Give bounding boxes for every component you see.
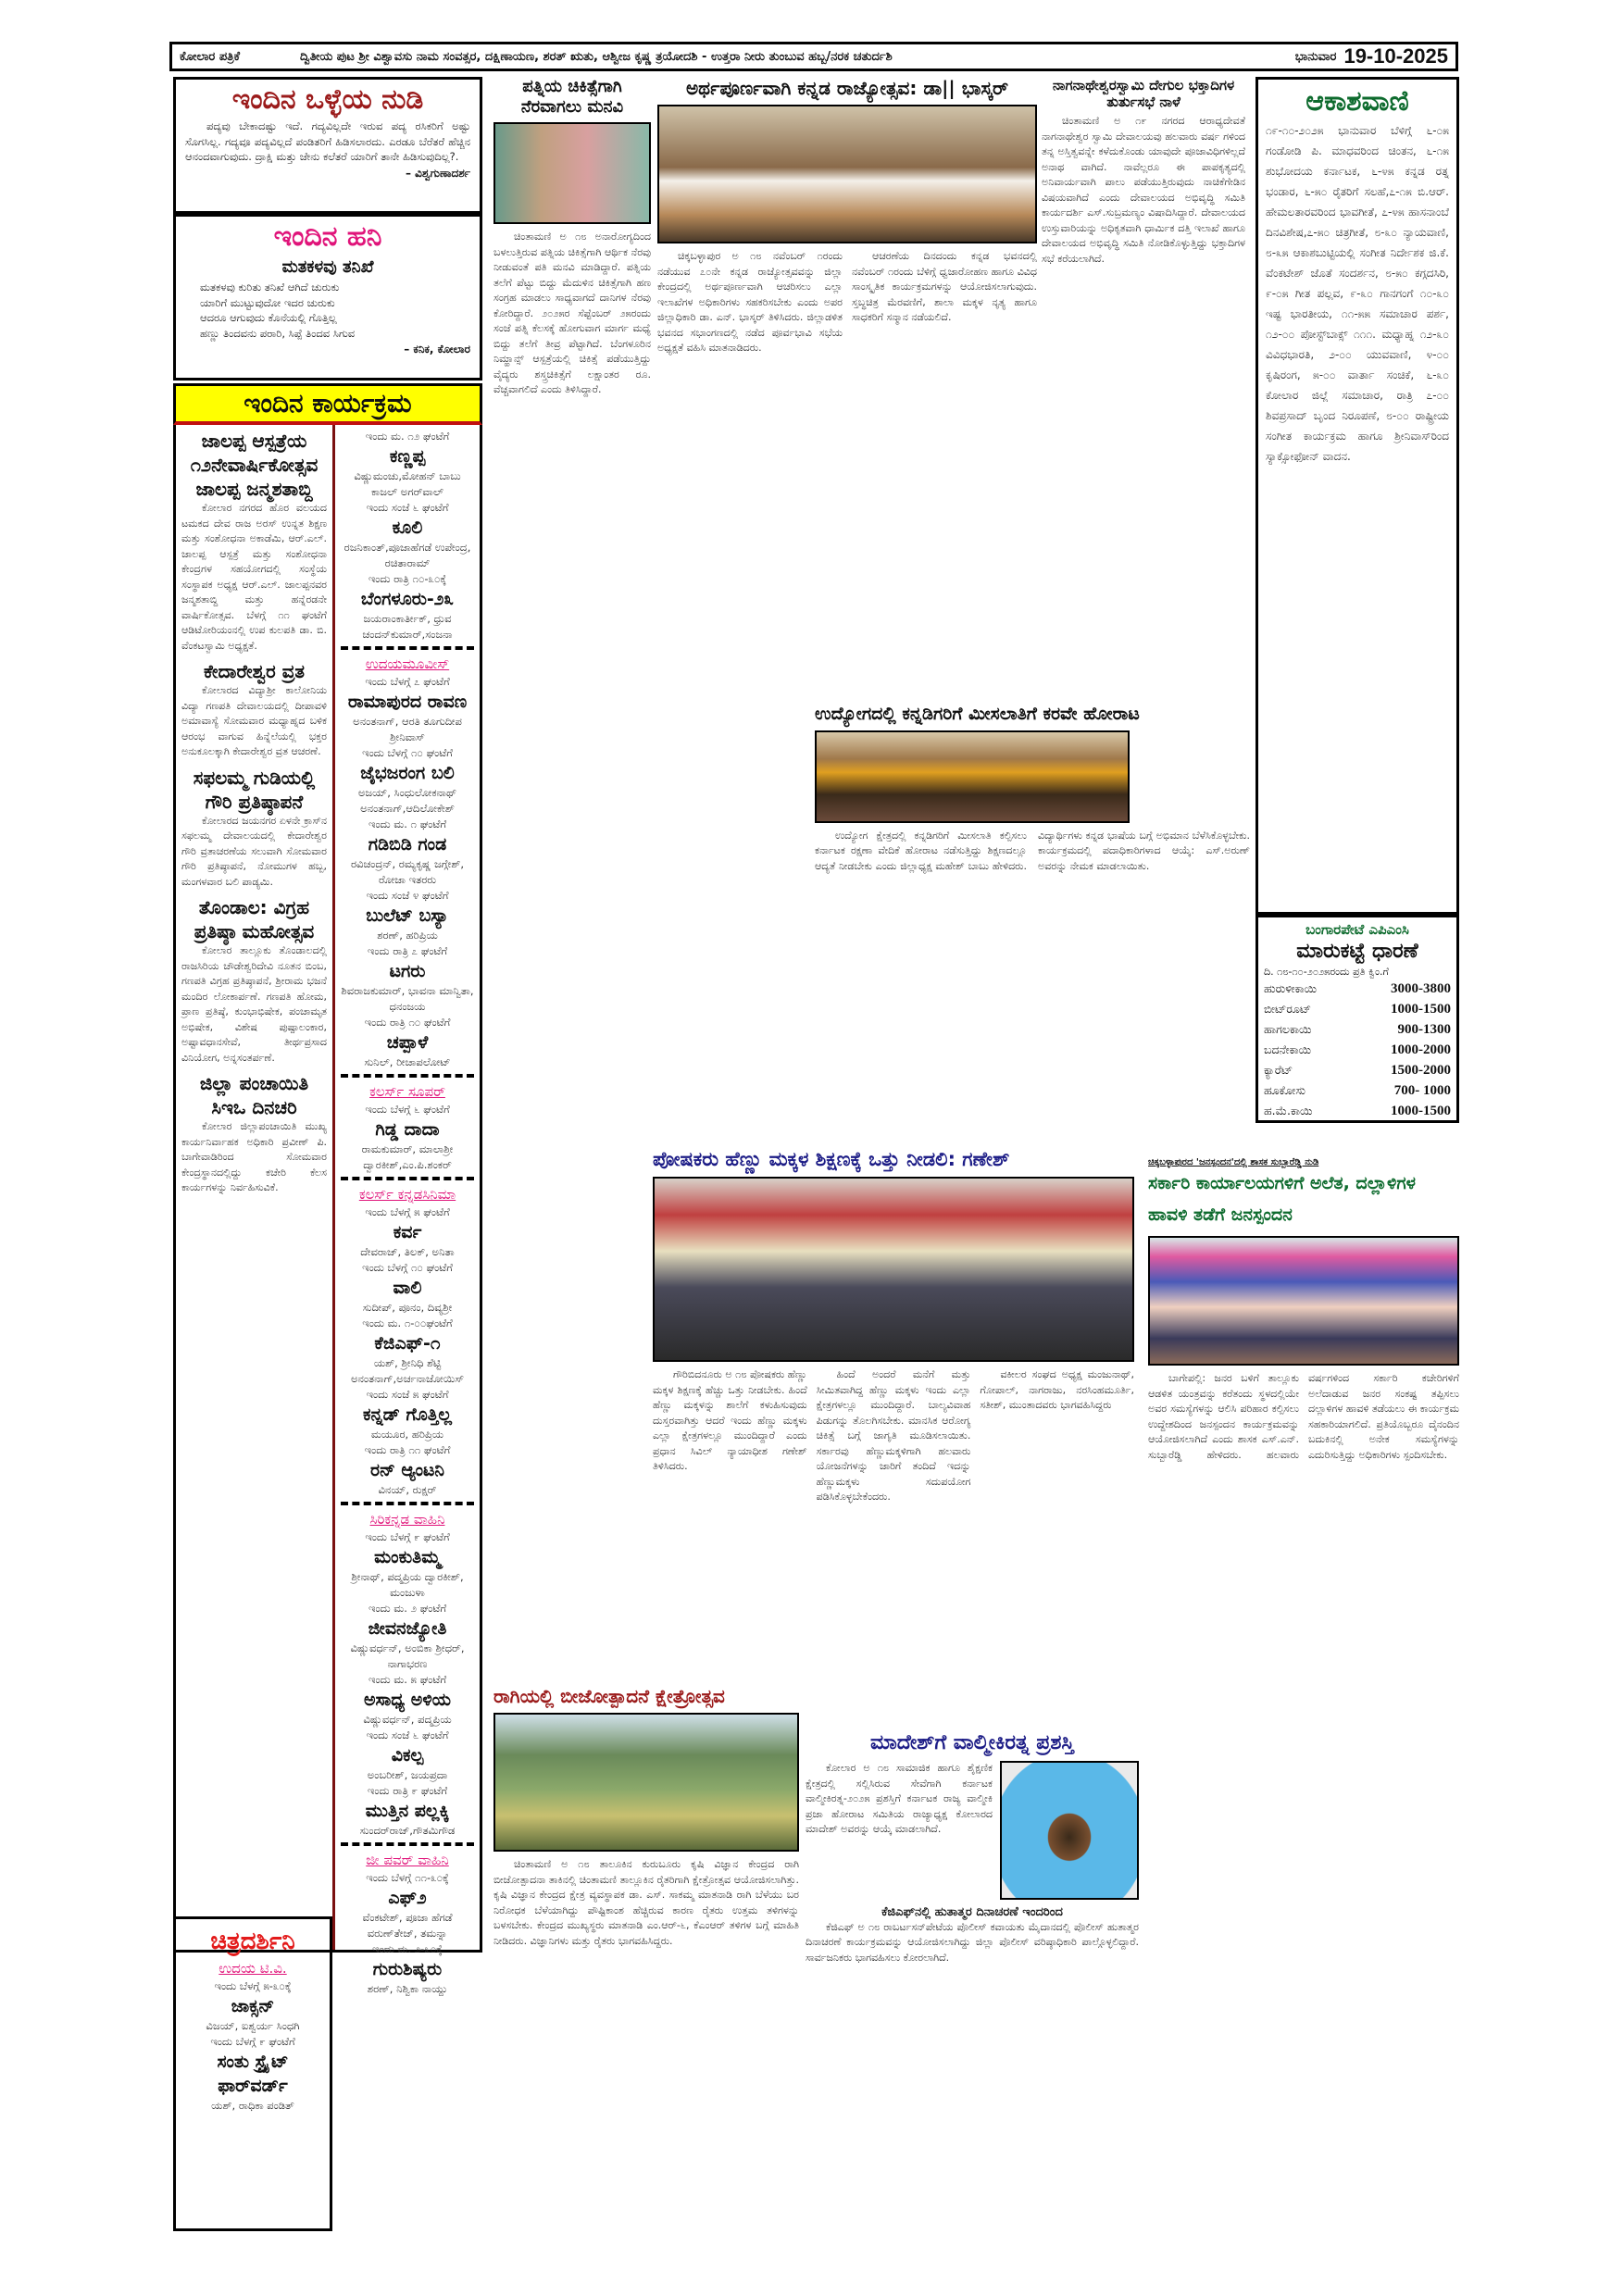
paper-name: ಕೋಲಾರ ಪತ್ರಿಕೆ [180, 49, 240, 64]
tv-time: ಇಂದು ಸಂಜೆ ೪ ಘಂಟೆಗೆ [366, 889, 449, 902]
field-photo [493, 1713, 799, 1852]
article-raagi [493, 1685, 799, 1949]
tv-cast: ಸುಂದರ್‌ರಾಜ್,ಗೌತಮಿಗೌಡ [359, 1824, 456, 1837]
tv-cast: ಯಶ್, ರಾಧಿಕಾ ಪಂಡಿತ್ [211, 2099, 294, 2112]
tv-film: ಬುಲೆಟ್ ಬಸ್ಯಾ [366, 905, 449, 926]
tv-channel: ಕಲರ್ಸ್ ಸೂಪರ್ [369, 1083, 445, 1100]
market-row [1264, 1080, 1451, 1101]
commodity-price: 1500-2000 [1391, 1063, 1451, 1078]
commodity-price: 700- 1000 [1393, 1083, 1451, 1098]
poem-line: ಹಣ್ಣು ತಿಂದವನು ಪರಾರಿ, ಸಿಪ್ಪೆ ತಿಂದವ ಸಿಗುವ [200, 326, 356, 340]
chitradarshini-box [173, 1916, 332, 2231]
tv-cast: ಶಿವರಾಜಕುಮಾರ್, ಭಾವನಾ ಮಾನ್ವಿತಾ, ಧನಂಜಯ [341, 984, 474, 1013]
event-title: ತೊಂಡಾಲ: ವಿಗ್ರಹ ಪ್ರತಿಷ್ಠಾ ಮಹೋತ್ಸವ [194, 896, 315, 942]
divider [341, 1502, 474, 1505]
commodity-price: 1000-2000 [1391, 1042, 1451, 1057]
article-wife-treatment [493, 77, 651, 398]
tv-film: ಕೂಲಿ [392, 518, 423, 538]
sub-headline: ಕೆಜಿಎಫ್‌ನಲ್ಲಿ ಹುತಾತ್ಮರ ದಿನಾಚರಣೆ ಇಂದರಿಂದ [881, 1905, 1063, 1920]
tv-time: ಇಂದು ರಾತ್ರಿ ೧೧ ಘಂಟೆಗೆ [364, 1443, 451, 1456]
tv-time: ಇಂದು ಬೆಳಗ್ಗೆ ೧೦ ಘಂಟೆಗೆ [362, 1261, 453, 1274]
article-headline: ಪತ್ನಿಯ ಚಿಕಿತ್ಸೆಗಾಗಿ ನೆರವಾಗಲು ಮನವಿ [520, 77, 624, 117]
stage-photo [653, 1177, 1134, 1362]
event-title: ಜಿಲ್ಲಾ ಪಂಚಾಯಿತಿ ಸಿಇಒ ದಿನಚರಿ [199, 1072, 309, 1118]
poem-title: ಇಂದಿನ ಹನಿ [273, 220, 382, 253]
akashavani-title: ಆಕಾಶವಾಣಿ [1305, 85, 1409, 118]
tv-cast: ವಿನಯ್, ರುಕ್ಷರ್ [378, 1483, 437, 1496]
market-row [1264, 999, 1451, 1019]
event-title: ಜಾಲಪ್ಪ ಆಸ್ಪತ್ರೆಯ ೧೨ನೇವಾರ್ಷಿಕೋತ್ಸವ ಜಾಲಪ್ಪ ಜನ್ಮಶತಾಬ್ದಿ [190, 430, 319, 500]
tv-cast: ವಿಜಯ್, ಐಶ್ವರ್ಯ ಸಿಂಧಗಿ [206, 2019, 300, 2032]
tv-film: ಕನ್ನಡ್ ಗೊತ್ತಿಲ್ಲ [363, 1404, 452, 1425]
article-headline: ಅರ್ಥಪೂರ್ಣವಾಗಿ ಕನ್ನಡ ರಾಜ್ಯೋತ್ಸವ: ಡಾ|| ಭಾಸ್ಕರ್ [685, 77, 1009, 99]
akashavani-schedule: ೧೯-೧೦-೨೦೨೫ ಭಾನುವಾರ ಬೆಳಿಗ್ಗೆ ೬-೦೫ ಗಂಡೋಡಿ ಪಿ. ಮಾಧವರಿಂದ ಚಿಂತನ, ೬-೧೫ ಶುಭೋದಯ ಕರ್ನಾಟಕ, ೬-೪೫ ಕನ್ನಡ ರತ್ನ ಭಂಡಾರ, ೬-೫೦ ರೈತರಿಗೆ ಸಲಹೆ,೭-೧೫ ಬಿ.ಆರ್. ಹೇಮಲತಾರವರಿಂದ ಭಾವಗೀತೆ, ೭-೪೫ ಹಾಸನಾಂಬೆ ದಿನವಿಶೇಷ,೭-೫೦ ಚಿತ್ರಗೀತೆ, ೮-೩೦ ನ್ಯಾಯವಾಣಿ, ೮-೩೫ ಆಕಾಶಬುಟ್ಟಿಯಲ್ಲಿ ಸಂಗೀತ ನಿರ್ದೇಶಕ ಜಿ.ಕೆ. ವೆಂಕಟೇಶ್ ಜೊತೆ ಸಂದರ್ಶನ, ೮-೫೦ ಕಗ್ಗದಸಿರಿ, ೯-೦೫ ಗೀತ ಪಲ್ಲವ, ೯-೩೦ ಗಾನಗಂಗೆ ೧೦-೩೦ ಇಷ್ಟ ಭಾರತೀಯ, ೧೧-೫೫ ಸಮಾಚಾರ ಪರ್ಶ, ೧೨-೦೦ ಪೋಸ್ಟ್‌ಬಾಕ್ಸ್ ೧೧೧. ಮಧ್ಯಾಹ್ನ ೧೨-೩೦ ವಿವಿಧಭಾರತಿ, ೨-೦೦ ಯುವವಾಣಿ, ೪-೦೦ ಕೃಷಿರಂಗ, ೫-೦೦ ವಾರ್ತಾ ಸಂಚಿಕೆ, ೬-೩೦ ಕೋಲಾರ ಜಿಲ್ಲೆ ಸಮಾಚಾರ, ರಾತ್ರಿ ೭-೦೦ ಶಿವಪ್ರಸಾದ್ ಬೃಂದ ನಿರೂಪಣೆ, ೮-೦೦ ರಾಷ್ಟ್ರೀಯ ಸಂಗೀತ ಕಾರ್ಯಕ್ರಮ ಹಾಗೂ ಶ್ರೀನಿವಾಸ್‌ರಿಂದ ಸ್ಯಾಕ್ಸೋಫೋನ್ ವಾದನ. [1266, 124, 1449, 463]
tv-cast: ದೇವರಾಜ್, ತಿಲಕ್, ಅನಿತಾ [360, 1245, 455, 1258]
tv-cast: ಸುನಿಲ್, ರೀಚಾಪಲೋಟ್ [364, 1055, 451, 1068]
market-row [1264, 979, 1451, 999]
tv-cast: ಅಂಬರೀಶ್, ಜಯಪ್ರದಾ [367, 1768, 448, 1781]
quote-title: ಇಂದಿನ ಒಳ್ಳೆಯ ನುಡಿ [231, 83, 424, 116]
market-row [1264, 1101, 1451, 1121]
quote-box [173, 77, 482, 214]
tv-time: ಇಂದು ಮ. ೫ ಘಂಟೆಗೆ [368, 1673, 447, 1686]
tv-time: ಇಂದು ಮ. ೨-೩೦ಕ್ಕೆ [372, 1942, 443, 1955]
commodity-name: ಬದನೇಕಾಯಿ [1264, 1042, 1312, 1056]
commodity-name: ಕ್ಯಾರೆಟ್ [1264, 1063, 1293, 1077]
commodity-price: 1000-1500 [1391, 1104, 1451, 1118]
market-row [1264, 1060, 1451, 1080]
tv-film: ಮಂಕುತಿಮ್ಮ [374, 1547, 441, 1567]
article-text: ಆಚರಣೆಯ ದಿನದಂದು ಕನ್ನಡ ಭವನದಲ್ಲಿ ನವೆಂಬರ್ ೧ರಂದು ಬೆಳಿಗ್ಗೆ ಧ್ವಜಾರೋಹಣ ಹಾಗೂ ವಿವಿಧ ಸಾಂಸ್ಕೃತಿಕ ಕಾರ್ಯಕ್ರಮಗಳನ್ನು ಆಯೋಜಿಸಲಾಗುವುದು. ಸ್ತಬ್ಧಚಿತ್ರ ಮೆರವಣಿಗೆ, ಶಾಲಾ ಮಕ್ಕಳ ನೃತ್ಯ ಹಾಗೂ ಸಾಧಕರಿಗೆ ಸನ್ಮಾನ ನಡೆಯಲಿದೆ. [852, 250, 1037, 323]
tv-time: ಇಂದು ಮ. ೨ ಘಂಟೆಗೆ [368, 1602, 447, 1615]
couple-photo [493, 122, 651, 224]
tv-channel: ಕಲರ್ಸ್ ಕನ್ನಡಸಿನಿಮಾ [358, 1186, 456, 1203]
article-text: ಕೋಲಾರ ಅ ೧೮ ಸಾಮಾಜಿಕ ಹಾಗೂ ಶೈಕ್ಷಣಿಕ ಕ್ಷೇತ್ರದಲ್ಲಿ ಸಲ್ಲಿಸಿರುವ ಸೇವೆಗಾಗಿ ಕರ್ನಾಟಕ ವಾಲ್ಮೀಕಿರತ್ನ-೨೦೨೫ ಪ್ರಶಸ್ತಿಗೆ ಕರ್ನಾಟಕ ರಾಜ್ಯ ವಾಲ್ಮೀಕಿ ಪ್ರಜಾ ಹೋರಾಟ ಸಮಿತಿಯ ರಾಜ್ಯಾಧ್ಯಕ್ಷ ಕೋಲಾರದ ಮಾದೇಶ್ ಅವರನ್ನು ಆಯ್ಕೆ ಮಾಡಲಾಗಿದೆ. [806, 1762, 993, 1836]
tv-film: ಬೆಂಗಳೂರು-೨೩ [360, 589, 455, 609]
tv-time: ಇಂದು ರಾತ್ರಿ ೧೦ ಘಂಟೆಗೆ [364, 1016, 451, 1029]
article-naganatheshwara [1042, 77, 1245, 267]
article-headline: ಸರ್ಕಾರಿ ಕಾರ್ಯಾಲಯಗಳಿಗೆ ಅಲೆತ, ದಲ್ಲಾಳಿಗಳ ಹಾವಳಿ ತಡೆಗೆ ಜನಸ್ಪಂದನ [1148, 1173, 1416, 1225]
divider [341, 1842, 474, 1846]
meeting-photo [657, 105, 1037, 243]
tv-film: ಮುತ್ತಿನ ಪಲ್ಲಕ್ಕಿ [365, 1801, 450, 1821]
poem-line: ಆದರೂ ಆಗುವುದು ಕೊನೆಯಲ್ಲಿ ಗೊತ್ತಿಲ್ಲ [200, 311, 337, 324]
portrait-photo [1000, 1761, 1139, 1900]
tv-time: ಇಂದು ಸಂಜೆ ೬ ಘಂಟೆಗೆ [366, 1728, 449, 1741]
tv-film: ಗುರುಶಿಷ್ಯರು [372, 1959, 443, 1979]
article-text: ಗೌರಿಬಿದನೂರು ಅ ೧೮ ಪೋಷಕರು ಹೆಣ್ಣು ಮಕ್ಕಳ ಶಿಕ್ಷಣಕ್ಕೆ ಹೆಚ್ಚು ಒತ್ತು ನೀಡಬೇಕು. ಹಿಂದೆ ಹೆಣ್ಣು ಮಕ್ಕಳನ್ನು ಶಾಲೆಗೆ ಕಳುಹಿಸುವುದು ದುಸ್ತರವಾಗಿತ್ತು ಆದರೆ ಇಂದು ಹೆಣ್ಣು ಮಕ್ಕಳು ಎಲ್ಲಾ ಕ್ಷೇತ್ರಗಳಲ್ಲೂ ಮುಂದಿದ್ದಾರೆ ಎಂದು ಪ್ರಧಾನ ಸಿವಿಲ್ ನ್ಯಾಯಾಧೀಶ ಗಣೇಶ್ ತಿಳಿಸಿದರು. [653, 1368, 807, 1473]
tv-cast: ಅಜಯ್, ಸಿಂಧುಲೋಕನಾಥ್ ಅನಂತನಾಗ್,ಆದಿಲೋಕೇಶ್ [357, 786, 457, 815]
tv-film: ಜೀವನಜ್ಯೋತಿ [368, 1618, 447, 1639]
tv-film: ಗಡಿಬಿಡಿ ಗಂಡ [368, 834, 447, 855]
programme-title: ಇಂದಿನ ಕಾರ್ಯಕ್ರಮ [173, 383, 482, 425]
article-text: ಹಿಂದೆ ಅಂದರೆ ಮನೆಗೆ ಮತ್ತು ಸೀಮಿತವಾಗಿದ್ದ ಹೆಣ್ಣು ಮಕ್ಕಳು ಇಂದು ಎಲ್ಲಾ ಕ್ಷೇತ್ರಗಳಲ್ಲೂ ಮುಂದಿದ್ದಾರೆ. ಬಾಲ್ಯವಿವಾಹ ಪಿಡುಗನ್ನು ತೊಲಗಿಸಬೇಕು. ಮಾನಸಿಕ ಆರೋಗ್ಯ ಚಿಕಿತ್ಸೆ ಬಗ್ಗೆ ಜಾಗೃತಿ ಮೂಡಿಸಲಾಯಿತು. ಸರ್ಕಾರವು ಹೆಣ್ಣುಮಕ್ಕಳಿಗಾಗಿ ಹಲವಾರು ಯೋಜನೆಗಳನ್ನು ಜಾರಿಗೆ ತಂದಿದೆ ಇದನ್ನು ಹೆಣ್ಣುಮಕ್ಕಳು ಸದುಪಯೋಗ ಪಡಿಸಿಕೊಳ್ಳಬೇಕೆಂದರು. [816, 1368, 971, 1504]
tv-channel: ಉದಯಮೂವೀಸ್ [365, 655, 450, 672]
tv-time: ಇಂದು ರಾತ್ರಿ ೯ ಘಂಟೆಗೆ [367, 1784, 448, 1797]
tv-film: ಜೈಭಜರಂಗ ಬಲಿ [360, 763, 455, 783]
article-kicker: ಚಿಕ್ಕಬಳ್ಳಾಪುರದ 'ಜನಸ್ಪಂದನ'ದಲ್ಲಿ ಶಾಸಕ ಸುಬ್ಬಾರೆಡ್ಡಿ ನುಡಿ [1148, 1157, 1319, 1167]
article-jobs-protest [815, 704, 1250, 874]
tv-time: ಇಂದು ಬೆಳಗ್ಗೆ ೫ ಘಂಟೆಗೆ [365, 1205, 450, 1218]
events-column [176, 425, 335, 1950]
akashavani-box [1255, 77, 1459, 915]
commodity-name: ಬೀಟ್‌ರೂಟ್ [1264, 1002, 1312, 1016]
article-headline: ಪೋಷಕರು ಹೆಣ್ಣು ಮಕ್ಕಳ ಶಿಕ್ಷಣಕ್ಕೆ ಒತ್ತು ನೀಡಲಿ: ಗಣೇಶ್ [653, 1148, 1010, 1170]
tv-cast: ರಾಮಕುಮಾರ್, ಮಾಲಾಶ್ರೀ ದ್ವಾರಕೀಶ್,ಎಂ.ಪಿ.ಶಂಕರ್ [361, 1142, 454, 1171]
article-text: ಕೆಜಿಎಫ್ ಅ ೧೮ ರಾಬರ್ಟಸನ್‌ಪೇಟೆಯ ಪೊಲೀಸ್ ಕವಾಯತು ಮೈದಾನದಲ್ಲಿ ಪೊಲೀಸ್ ಹುತಾತ್ಮರ ದಿನಾಚರಣೆ ಕಾರ್ಯಕ್ರಮವನ್ನು ಆಯೋಜಿಸಲಾಗಿದ್ದು ಜಿಲ್ಲಾ ಪೊಲೀಸ್ ವರಿಷ್ಠಾಧಿಕಾರಿ ಪಾಲ್ಗೊಳ್ಳಲಿದ್ದಾರೆ. ಸಾರ್ವಜನಿಕರು ಭಾಗವಹಿಸಲು ಕೋರಲಾಗಿದೆ. [806, 1920, 1139, 1964]
masthead [169, 42, 1458, 71]
tv-film: ಟಗರು [389, 961, 426, 981]
issue-date: 19-10-2025 [1343, 44, 1448, 68]
tv-time: ಇಂದು ಬೆಳಗ್ಗೆ ೧೧-೩೦ಕ್ಕೆ [366, 1871, 449, 1884]
commodity-price: 1000-1500 [1391, 1002, 1451, 1017]
article-headline: ಮಾದೇಶ್‌ಗೆ ವಾಲ್ಮೀಕಿರತ್ನ ಪ್ರಶಸ್ತಿ [870, 1731, 1074, 1754]
tv-film: ಚಪ್ಪಾಳೆ [386, 1032, 429, 1053]
tv-film: ರಾಮಾಪುರದ ರಾವಣ [347, 692, 468, 712]
commodity-name: ಹಾಗಲಕಾಯಿ [1264, 1022, 1312, 1036]
tv-channel: ಉದಯ ಟಿ.ವಿ. [219, 1960, 287, 1977]
event-title: ಸಫಲಮ್ಮ ಗುಡಿಯಲ್ಲಿ ಗೌರಿ ಪ್ರತಿಷ್ಠಾಪನೆ [193, 766, 316, 813]
market-subtitle: ಬಂಗಾರಪೇಟೆ ಎಪಿಎಂಸಿ [1305, 921, 1409, 938]
tv-cast: ಶರಣ್, ನಿಶ್ವಿಕಾ ನಾಯ್ದು [367, 1982, 448, 1995]
tv-time: ಇಂದು ಬೆಳಗ್ಗೆ ೯ ಘಂಟೆಗೆ [210, 2035, 295, 2048]
article-text: ಉದ್ಯೋಗ ಕ್ಷೇತ್ರದಲ್ಲಿ ಕನ್ನಡಿಗರಿಗೆ ಮೀಸಲಾತಿ ಕಲ್ಪಿಸಲು ಕರ್ನಾಟಕ ರಕ್ಷಣಾ ವೇದಿಕೆ ಹೋರಾಟ ನಡೆಸುತ್ತಿದ್ದು ಶಿಕ್ಷಣದಲ್ಲೂ ಆದ್ಯತೆ ನೀಡಬೇಕು ಎಂದು ಜಿಲ್ಲಾಧ್ಯಕ್ಷ ಮಹೇಶ್ ಬಾಬು ಹೇಳಿದರು. ವಿದ್ಯಾರ್ಥಿಗಳು ಕನ್ನಡ ಭಾಷೆಯ ಬಗ್ಗೆ ಅಭಿಮಾನ ಬೆಳೆಸಿಕೊಳ್ಳಬೇಕು. ಕಾರ್ಯಕ್ರಮದಲ್ಲಿ ಪದಾಧಿಕಾರಿಗಳಾದ ಆಯ್ಕೆ: ಎಸ್.ಅರುಣ್ ಅವರನ್ನು ನೇಮಕ ಮಾಡಲಾಯಿತು. [815, 829, 1250, 872]
market-box [1255, 915, 1459, 1123]
commodity-name: ಹೂಕೋಸು [1264, 1083, 1305, 1097]
tv-cast: ಅನಂತನಾಗ್, ಆರತಿ ತೂಗುದೀಪ ಶ್ರೀನಿವಾಸ್ [353, 715, 462, 743]
market-row [1264, 1019, 1451, 1040]
article-headline: ರಾಗಿಯಲ್ಲಿ ಬೀಜೋತ್ಪಾದನೆ ಕ್ಷೇತ್ರೋತ್ಸವ [493, 1685, 725, 1707]
tv-film: ಕರ್ವ [393, 1222, 422, 1242]
event-title: ಕೇದಾರೇಶ್ವರ ವ್ರತ [203, 660, 306, 682]
tv-channel: ಜೀ ಪವರ್ ವಾಹಿನಿ [366, 1852, 449, 1868]
poem-credit: – ಕನಿಕ, ಕೋಲಾರ [404, 343, 470, 356]
tv-film: ವಾಲಿ [393, 1278, 422, 1298]
market-title: ಮಾರುಕಟ್ಟೆ ಧಾರಣೆ [1296, 940, 1418, 963]
event-text: ಕೋಲಾರ ನಗರದ ಹೊರ ವಲಯದ ಟಮಕದ ದೇವ ರಾಜ ಅರಸ್ ಉನ್ನತ ಶಿಕ್ಷಣ ಮತ್ತು ಸಂಶೋಧನಾ ಅಕಾಡೆಮಿ, ಆರ್.ಎಲ್. ಜಾಲಪ್ಪ ಆಸ್ಪತ್ರೆ ಮತ್ತು ಸಂಶೋಧನಾ ಕೇಂದ್ರಗಳ ಸಹಯೋಗದಲ್ಲಿ ಸಂಸ್ಥೆಯ ಸಂಸ್ಥಾಪಕ ಅಧ್ಯಕ್ಷ ಆರ್.ಎಲ್. ಜಾಲಪ್ಪನವರ ಜನ್ಮಶತಾಬ್ದಿ ಮತ್ತು ಹನ್ನೆರಡನೇ ವಾರ್ಷಿಕೋತ್ಸವ. ಬೆಳಗ್ಗೆ ೧೧ ಘಂಟೆಗೆ ಆಡಿಟೋರಿಯಂನಲ್ಲಿ ಉಪ ಕುಲಪತಿ ಡಾ. ಬಿ. ವೆಂಕಟಸ್ವಾಮಿ ಅಧ್ಯಕ್ಷತೆ. [181, 502, 327, 652]
event-text: ಕೋಲಾರದ ಜಯನಗರ ಏಳನೇ ಕ್ರಾಸ್‌ನ ಸಫಲಮ್ಮ ದೇವಾಲಯದಲ್ಲಿ ಕೇದಾರೇಶ್ವರ ಗೌರಿ ವ್ರತಾಚರಣೆಯ ಸಲುವಾಗಿ ಸೋಮವಾರ ಗೌರಿ ಪ್ರತಿಷ್ಠಾಪನೆ, ನೋಮುಗಳ ಹಬ್ಬ, ಮಂಗಳವಾರ ಬಲಿ ಪಾಡ್ಯಮಿ. [181, 814, 327, 888]
poem-lines [185, 280, 470, 341]
tv-cast: ಮಯೂರ, ಹರಿಪ್ರಿಯ [370, 1428, 444, 1441]
article-janaspandana [1148, 1157, 1459, 1463]
divider [341, 646, 474, 650]
commodity-price: 900-1300 [1397, 1022, 1451, 1037]
article-text: ಬಾಗೇಪಲ್ಲಿ: ಜನರ ಬಳಿಗೆ ತಾಲ್ಲೂಕು ಆಡಳಿತ ಯಂತ್ರವನ್ನು ಕರೆತಂದು ಸ್ಥಳದಲ್ಲಿಯೇ ಅವರ ಸಮಸ್ಯೆಗಳನ್ನು ಆಲಿಸಿ ಪರಿಹಾರ ಕಲ್ಪಿಸಲು ಉದ್ದೇಶದಿಂದ ಜನಸ್ಪಂದನ ಕಾರ್ಯಕ್ರಮವನ್ನು ಆಯೋಜಿಸಲಾಗಿದೆ ಎಂದು ಶಾಸಕ ಎಸ್.ಎನ್. ಸುಬ್ಬಾರೆಡ್ಡಿ ಹೇಳಿದರು. ಹಲವಾರು ವರ್ಷಗಳಿಂದ ಸರ್ಕಾರಿ ಕಚೇರಿಗಳಿಗೆ ಅಲೆದಾಡುವ ಜನರ ಸಂಕಷ್ಟ ತಪ್ಪಿಸಲು ದಲ್ಲಾಳಿಗಳ ಹಾವಳಿ ತಡೆಯಲು ಈ ಕಾರ್ಯಕ್ರಮ ಸಹಕಾರಿಯಾಗಲಿದೆ. ಪ್ರತಿಯೊಬ್ಬರೂ ದೈನಂದಿನ ಬದುಕಿನಲ್ಲಿ ಅನೇಕ ಸಮಸ್ಯೆಗಳನ್ನು ಎದುರಿಸುತ್ತಿದ್ದು ಅಧಿಕಾರಿಗಳು ಸ್ಪಂದಿಸಬೇಕು. [1148, 1372, 1459, 1461]
tv-cast: ಶರಣ್, ಹರಿಪ್ರಿಯ [377, 929, 438, 942]
quote-text: ಪದ್ಯವು ಬೇಕಾದಷ್ಟು ಇದೆ. ಗದ್ಯವಿಲ್ಲದೇ ಇರುವ ಪದ್ಯ ರಸಿಕರಿಗೆ ಅಷ್ಟು ಸೊಗಸಿಲ್ಲ. ಗದ್ಯವೂ ಪದ್ಯವಿಲ್ಲದೆ ಪಂಡಿತರಿಗೆ ಹಿಡಿಸಲಾರದು. ಎರಡೂ ಬೆರೆತರೆ ಹೆಚ್ಚಿನ ಆನಂದವಾಗುವುದು. ದ್ರಾಕ್ಷಿ ಮತ್ತು ಜೇನು ಕಲೆತರೆ ಯಾರಿಗೆ ತಾನೇ ಹಿಡಿಸುವುದಿಲ್ಲ?. [185, 119, 470, 163]
article-headline: ನಾಗನಾಥೇಶ್ವರಸ್ವಾಮಿ ದೇಗುಲ ಭಕ್ತಾದಿಗಳ ತುರ್ತುಸಭೆ ನಾಳೆ [1052, 77, 1235, 110]
tv-cast: ವಿಷ್ಣುವರ್ಧನ್, ಪದ್ಮಪ್ರಿಯ [363, 1713, 452, 1726]
commodity-price: 3000-3800 [1391, 981, 1451, 996]
tv-cast: ಸುದೀಪ್, ಪೂನಂ, ದಿವ್ಯಶ್ರೀ [362, 1301, 453, 1314]
tv-time: ಇಂದು ರಾತ್ರಿ ೭ ಘಂಟೆಗೆ [367, 944, 448, 957]
divider [341, 1177, 474, 1180]
tv-time: ಇಂದು ಬೆಳಗ್ಗೆ ೬ ಘಂಟೆಗೆ [365, 1103, 450, 1116]
tv-cast: ವಿಷ್ಣುವರ್ಧನ್, ಅಂಬಿಕಾ ಶ್ರೀಧರ್, ನಾಗಾಭರಣ [350, 1641, 465, 1670]
poem-line: ಯಾರಿಗೆ ಮುಟ್ಟುವುದೋ ಇದರ ಚುರುಕು [200, 295, 335, 309]
tv-time: ಇಂದು ಸಂಜೆ ೫ ಘಂಟೆಗೆ [366, 1388, 449, 1401]
article-text: ಚಿಕ್ಕಬಳ್ಳಾಪುರ ಅ ೧೮ ನವೆಂಬರ್ ೧ರಂದು ನಡೆಯುವ ೭೦ನೇ ಕನ್ನಡ ರಾಜ್ಯೋತ್ಸವವನ್ನು ಜಿಲ್ಲಾ ಕೇಂದ್ರದಲ್ಲಿ ಅರ್ಥಪೂರ್ಣವಾಗಿ ಆಚರಿಸಲು ಎಲ್ಲಾ ಇಲಾಖೆಗಳ ಅಧಿಕಾರಿಗಳು ಸಹಕರಿಸಬೇಕು ಎಂದು ಅಪರ ಜಿಲ್ಲಾಧಿಕಾರಿ ಡಾ. ಎನ್. ಭಾಸ್ಕರ್ ತಿಳಿಸಿದರು. ಜಿಲ್ಲಾಡಳಿತ ಭವನದ ಸಭಾಂಗಣದಲ್ಲಿ ನಡೆದ ಪೂರ್ವಭಾವಿ ಸಭೆಯ ಅಧ್ಯಕ್ಷತೆ ವಹಿಸಿ ಮಾತನಾಡಿದರು. [657, 250, 843, 354]
article-text: ಚಿಂತಾಮಣಿ ಅ ೧೮ ತಾಲೂಕಿನ ಕುರುಬೂರು ಕೃಷಿ ವಿಜ್ಞಾನ ಕೇಂದ್ರದ ರಾಗಿ ಬೀಜೋತ್ಪಾದನಾ ತಾಕಿನಲ್ಲಿ ಚಿಂತಾಮಣಿ ತಾಲ್ಲೂಕಿನ ರೈತರಿಗಾಗಿ ಕ್ಷೇತ್ರೋತ್ಸವ ಆಯೋಜಿಸಲಾಗಿತ್ತು. ಕೃಷಿ ವಿಜ್ಞಾನ ಕೇಂದ್ರದ ಕ್ಷೇತ್ರ ವ್ಯವಸ್ಥಾಪಕ ಡಾ. ಎಸ್. ಸಾಕಮ್ಮ ಮಾತನಾಡಿ ರಾಗಿ ಬೆಳೆಯು ಬರ ನಿರೋಧಕ ಬೆಳೆಯಾಗಿದ್ದು ಪೌಷ್ಟಿಕಾಂಶ ಹೆಚ್ಚಿರುವ ಕಾರಣ ರೈತರು ಉತ್ತಮ ತಳಿಗಳನ್ನು ಬಳಸಬೇಕು. ಕೇಂದ್ರದ ಮುಖ್ಯಸ್ಥರು ಮಾತನಾಡಿ ಎಂ.ಆರ್-೬, ಕೆಎಂಆರ್ ತಳಿಗಳ ಬಗ್ಗೆ ಮಾಹಿತಿ ನೀಡಿದರು. ವಿಜ್ಞಾನಿಗಳು ಮತ್ತು ರೈತರು ಭಾಗವಹಿಸಿದ್ದರು. [493, 1858, 799, 1947]
article-madesh [806, 1731, 1139, 1965]
tv-film: ಗಿಡ್ಡ ದಾದಾ [375, 1119, 440, 1140]
tv-time: ಇಂದು ಮ. ೧ ಘಂಟೆಗೆ [368, 817, 447, 830]
weekday: ಭಾನುವಾರ [1294, 49, 1337, 64]
tv-cast: ರಜನಿಕಾಂತ್,ಪೂಜಾಹೆಗಡೆ ಉಪೇಂದ್ರ, ರಚಿತಾರಾಮ್ [344, 541, 471, 569]
poem-subtitle: ಮತಕಳವು ತನಿಖೆ [281, 257, 374, 277]
chitradarshini-title: ಚಿತ್ರದರ್ಶಿನಿ [210, 1928, 295, 1955]
article-poshakaru [653, 1148, 1134, 1505]
market-note: ದಿ. ೧೮-೧೦-೨೦೨೫ರಂದು ಪ್ರತಿ ಕ್ವಿಂ.ಗೆ [1264, 966, 1389, 978]
tv-channel: ಸಿರಿಕನ್ನಡ ವಾಹಿನಿ [369, 1511, 445, 1528]
tv-film: ಅಸಾಧ್ಯ ಅಳಿಯ [363, 1690, 452, 1710]
divider [341, 1074, 474, 1078]
tv-cast: ವಿಷ್ಣುಮಂಚು,ಮೋಹನ್ ಬಾಬು ಕಾಜಲ್ ಅಗರ್‌ವಾಲ್ [354, 469, 461, 498]
tv-time: ಇಂದು ಬೆಳಗ್ಗೆ ೫-೩೦ಕ್ಕೆ [214, 1979, 292, 1992]
tv-time: ಇಂದು ಬೆಳಗ್ಗೆ ೯ ಘಂಟೆಗೆ [365, 1530, 450, 1543]
tv-time: ಇಂದು ಮ. ೧೨ ಘಂಟೆಗೆ [365, 430, 450, 443]
event-text: ಕೋಲಾರದ ವಿದ್ಯಾಶ್ರೀ ಕಾಲೋನಿಯ ವಿದ್ಯಾ ಗಣಪತಿ ದೇವಾಲಯದಲ್ಲಿ ದೀಪಾವಳಿ ಅಮಾವಾಸ್ಯೆ ಸೋಮವಾರ ಮಧ್ಯಾಹ್ನದ ಬಳಿಕ ಆರಂಭ ವಾಗುವ ಹಿನ್ನೆಲೆಯಲ್ಲಿ ಭಕ್ತರ ಅನುಕೂಲಕ್ಕಾಗಿ ಕೇದಾರೇಶ್ವರ ವ್ರತ ಆಚರಣೆ. [181, 684, 327, 757]
tv-film: ಎಫ್೨ [388, 1888, 427, 1908]
tv-cast: ರವಿಚಂದ್ರನ್, ರಮ್ಯಕೃಷ್ಣ ಜಗ್ಗೇಶ್, ರೋಜಾ ಇತರರು [350, 857, 465, 886]
article-text: ಚಿಂತಾಮಣಿ ಅ ೧೯ ನಗರದ ಆರಾಧ್ಯದೇವತೆ ನಾಗನಾಥೇಶ್ವರ ಸ್ವಾಮಿ ದೇವಾಲಯವು ಹಲವಾರು ವರ್ಷ ಗಳಿಂದ ತನ್ನ ಅಸ್ತಿತ್ವವನ್ನೇ ಕಳೆದುಕೊಂಡು ಯಾವುದೇ ಪೂಜಾವಿಧಿಗಳಿಲ್ಲದೆ ಅನಾಥ ವಾಗಿದೆ. ನಾವೆಲ್ಲರೂ ಈ ಪಾಪಕೃತ್ಯದಲ್ಲಿ ಅನಿವಾರ್ಯವಾಗಿ ಪಾಲು ಪಡೆಯುತ್ತಿರುವುದು ನಾಚಿಕೆಗೇಡಿನ ವಿಷಯವಾಗಿದೆ ಎಂದು ದೇವಾಲಯದ ಅಭಿವೃದ್ಧಿ ಸಮಿತಿ ಕಾರ್ಯದರ್ಶಿ ಎಸ್.ಸುಬ್ರಮಣ್ಯಂ ವಿಷಾದಿಸಿದ್ದಾರೆ. ದೇವಾಲಯದ ಉಸ್ತುವಾರಿಯನ್ನು ಅಧಿಕೃತವಾಗಿ ಧಾರ್ಮಿಕ ದತ್ತಿ ಇಲಾಖೆ ಹಾಗೂ ದೇವಾಲಯದ ಅಭಿವೃದ್ಧಿ ಸಮಿತಿ ನೋಡಿಕೊಳ್ಳುತ್ತಿದ್ದು ಭಕ್ತಾದಿಗಳ ಸಭೆ ಕರೆಯಲಾಗಿದೆ. [1042, 115, 1245, 265]
event-text: ಕೋಲಾರ ತಾಲ್ಲೂಕು ತೊಂಡಾಲದಲ್ಲಿ ರಾಜಸಿರಿಯ ಚೌಡೇಶ್ವರಿದೇವಿ ನೂತನ ಬಿಂಬ, ಗಣಪತಿ ವಿಗ್ರಹ ಪ್ರತಿಷ್ಠಾಪನೆ, ಶ್ರೀರಾಮ ಭಜನೆ ಮಂದಿರ ಲೋಕಾರ್ಪಣೆ. ಗಣಪತಿ ಹೋಮ, ಪ್ರಾಣ ಪ್ರತಿಷ್ಠೆ, ಕುಂಭಾಭಿಷೇಕ, ಪಂಚಾಮೃತ ಅಭಿಷೇಕ, ವಿಶೇಷ ಪುಷ್ಪಾಲಂಕಾರ, ಅಷ್ಟಾವಧಾನಸೇವೆ, ತೀರ್ಥಪ್ರಸಾದ ವಿನಿಯೋಗ, ಅನ್ನಸಂತರ್ಪಣೆ. [181, 944, 327, 1064]
tv-cast: ಯಶ್, ಶ್ರೀನಿಧಿ ಶೆಟ್ಟಿ ಅನಂತನಾಗ್,ಅರ್ಚನಾಜೋಯಿಸ್ [350, 1356, 465, 1385]
tv-film: ಕೆಜಿಎಫ್-೧ [374, 1333, 441, 1354]
market-row [1264, 1040, 1451, 1060]
commodity-name: ಹ.ಮೆ.ಕಾಯಿ [1264, 1104, 1313, 1117]
lamp-lighting-photo [1148, 1236, 1459, 1366]
tv-time: ಇಂದು ರಾತ್ರಿ ೧೦-೩೦ಕ್ಕೆ [368, 572, 447, 585]
tv-film: ಕಣ್ಣಪ್ಪ [389, 446, 426, 467]
panchanga-line: ದ್ವಿತೀಯ ಪುಟ ಶ್ರೀ ವಿಶ್ವಾವಸು ನಾಮ ಸಂವತ್ಸರ, ದಕ್ಷಿಣಾಯಣ, ಶರತ್ ಋತು, ಆಶ್ವೀಜ ಕೃಷ್ಣ ತ್ರಯೋದಶಿ - ಉತ್ತರಾ ನೀರು ತುಂಬುವ ಹಬ್ಬ/ನರಕ ಚತುರ್ದಶಿ [300, 49, 893, 64]
tv-cast: ಜಯರಾಂಕಾರ್ತೀಕ್, ಧ್ರುವ ಚಂದನ್‌ಕುಮಾರ್,ಸಂಜನಾ [362, 612, 453, 641]
tv-film: ರನ್ ಆ್ಯಂಟನಿ [370, 1460, 444, 1480]
tv-time: ಇಂದು ಸಂಜೆ ೬ ಘಂಟೆಗೆ [366, 501, 449, 514]
article-headline: ಉದ್ಯೋಗದಲ್ಲಿ ಕನ್ನಡಿಗರಿಗೆ ಮೀಸಲಾತಿಗೆ ಕರವೇ ಹೋರಾಟ [815, 704, 1140, 724]
article-text: ಚಿಂತಾಮಣಿ ಅ ೧೮ ಅನಾರೋಗ್ಯದಿಂದ ಬಳಲುತ್ತಿರುವ ಪತ್ನಿಯ ಚಿಕಿತ್ಸೆಗಾಗಿ ಆರ್ಥಿಕ ನೆರವು ನೀಡುವಂತೆ ಪತಿ ಮನವಿ ಮಾಡಿದ್ದಾರೆ. ಪತ್ನಿಯ ತಲೆಗೆ ಪೆಟ್ಟು ಬಿದ್ದು ಮೆದುಳಿನ ಚಿಕಿತ್ಸೆಗಾಗಿ ಹಣ ಸಂಗ್ರಹ ಮಾಡಲು ಸಾಧ್ಯವಾಗದೆ ದಾನಿಗಳ ನೆರವು ಕೋರಿದ್ದಾರೆ. ೨೦೨೫ರ ಸೆಪ್ಟೆಂಬರ್ ೨೫ರಂದು ಸಂಜೆ ಪತ್ನಿ ಕೆಲಸಕ್ಕೆ ಹೋಗುವಾಗ ಮಾರ್ಗ ಮಧ್ಯೆ ಬಿದ್ದು ತಲೆಗೆ ತೀವ್ರ ಪೆಟ್ಟಾಗಿದೆ. ಬೆಂಗಳೂರಿನ ನಿಮ್ಹಾನ್ಸ್ ಆಸ್ಪತ್ರೆಯಲ್ಲಿ ಚಿಕಿತ್ಸೆ ಪಡೆಯುತ್ತಿದ್ದು ವೈದ್ಯರು ಶಸ್ತ್ರಚಿಕಿತ್ಸೆಗೆ ಲಕ್ಷಾಂತರ ರೂ. ವೆಚ್ಚವಾಗಲಿದೆ ಎಂದು ತಿಳಿಸಿದ್ದಾರೆ. [493, 231, 651, 396]
quote-credit: – ವಿಶ್ವಗುಣಾದರ್ಶ [406, 166, 470, 180]
tv-time: ಇಂದು ಬೆಳಗ್ಗೆ ೧೦ ಘಂಟೆಗೆ [362, 746, 453, 759]
group-photo [815, 730, 1130, 823]
tv-film: ಜಾಕ್ಸನ್ [231, 1996, 275, 2016]
article-text: ವಕೀಲರ ಸಂಘದ ಅಧ್ಯಕ್ಷ ಮಂಜುನಾಥ್, ಗೋಪಾಲ್, ನಾಗರಾಜು, ನರಸಿಂಹಮೂರ್ತಿ, ಸತೀಶ್, ಮುಂತಾದವರು ಭಾಗವಹಿಸಿದ್ದರು [980, 1368, 1135, 1412]
tv-cast: ವೆಂಕಟೇಶ್, ಪೂಜಾ ಹೆಗಡೆ ವರುಣ್‌ತೇಜ್, ತಮನ್ನಾ [362, 1911, 453, 1940]
tv-cast: ಶ್ರೀನಾಥ್, ಪದ್ಮಪ್ರಿಯ ದ್ವಾರಕೀಶ್, ಮಂಜುಳಾ [351, 1570, 464, 1599]
tv-time: ಇಂದು ಮ. ೧-೦೦ಘಂಟೆಗೆ [362, 1316, 453, 1329]
article-rajyotsava [657, 77, 1037, 356]
commodity-name: ಹುರುಳೀಕಾಯಿ [1264, 981, 1318, 995]
event-text: ಕೋಲಾರ ಜಿಲ್ಲಾಪಂಚಾಯಿತಿ ಮುಖ್ಯ ಕಾರ್ಯನಿರ್ವಾಹಕ ಅಧಿಕಾರಿ ಪ್ರವೀಣ್ ಪಿ. ಬಾಗೇವಾಡಿರಿಂದ ಸೋಮವಾರ ಕೇಂದ್ರಸ್ಥಾನದಲ್ಲಿದ್ದು ಕಚೇರಿ ಕೆಲಸ ಕಾರ್ಯಗಳನ್ನು ನಿರ್ವಹಿಸುವಿಕೆ. [181, 1120, 327, 1193]
tv-film: ವಿಕಲ್ಪ [391, 1745, 424, 1766]
tv-listings-column [335, 425, 480, 1995]
poem-box [173, 214, 482, 381]
tv-time: ಇಂದು ಬೆಳಗ್ಗೆ ೭ ಘಂಟೆಗೆ [365, 675, 450, 688]
poem-line: ಮತಕಳವು ಕುರಿತು ತನಿಖೆ ಆಗಿದೆ ಚುರುಕು [200, 281, 340, 293]
market-table [1264, 979, 1451, 1121]
tv-film: ಸಂತು ಸ್ಟ್ರೈಟ್ ಫಾರ್‌ವರ್ಡ್ [217, 2052, 289, 2096]
